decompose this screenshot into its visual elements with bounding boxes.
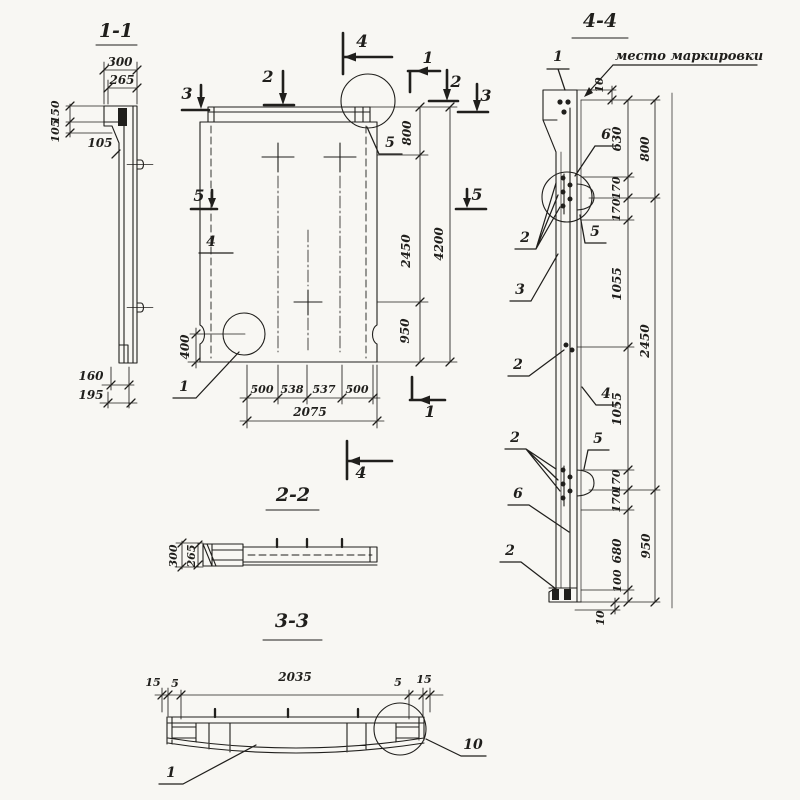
side-lug — [137, 160, 144, 312]
anchor-peg — [277, 539, 342, 547]
dim-950: 950 — [639, 533, 653, 559]
dim-265: 265 — [109, 73, 135, 87]
section-title: 1-1 — [98, 20, 134, 42]
dim-2075: 2075 — [293, 405, 327, 419]
cut-mark-2-topright: 2 — [450, 72, 462, 91]
item-label-5: 5 — [385, 135, 395, 151]
dim-5-right: 5 — [394, 676, 402, 689]
dim-10-top: 10 — [593, 77, 606, 93]
item-label-10: 10 — [463, 737, 483, 753]
item-label-3: 3 — [515, 282, 525, 298]
dim-300: 300 — [107, 55, 133, 69]
item-label-2-b: 2 — [513, 357, 523, 373]
dim-150: 150 — [49, 100, 62, 124]
item-label-1: 1 — [166, 765, 176, 781]
dim-2035: 2035 — [278, 670, 312, 684]
dim-300: 300 — [167, 544, 180, 568]
dim-537: 537 — [312, 383, 336, 396]
item-label-2-c: 2 — [510, 430, 520, 446]
dim-500: 500 — [250, 383, 274, 396]
dim-170-c: 170 — [610, 469, 623, 493]
cut-mark-2-topleft: 2 — [262, 67, 274, 86]
dim-2450: 2450 — [638, 324, 652, 358]
item-label-5-b: 5 — [593, 431, 603, 447]
item-label-2-a: 2 — [520, 230, 530, 246]
section-title: 2-2 — [275, 484, 311, 506]
dim-15-left: 15 — [145, 676, 161, 689]
dim-2450: 2450 — [399, 234, 413, 268]
dim-400: 400 — [178, 334, 192, 360]
dim-1055-a: 1055 — [610, 267, 624, 301]
cut-mark-3-topleft: 3 — [181, 84, 193, 103]
dim-630: 630 — [610, 126, 624, 152]
dim-105-step: 105 — [87, 136, 113, 150]
view-section-4-4 — [500, 10, 763, 626]
item-label-2-d: 2 — [505, 543, 515, 559]
item-label-5-a: 5 — [590, 224, 600, 240]
panel-right-edge — [373, 122, 378, 362]
dim-538: 538 — [280, 383, 304, 396]
dim-195: 195 — [78, 388, 104, 402]
detail-circle-top — [341, 74, 395, 128]
dim-170-d: 170 — [610, 489, 623, 513]
anchor-peg — [215, 709, 358, 717]
embed-plate — [118, 108, 127, 126]
dim-265: 265 — [185, 544, 198, 568]
view-section-2-2 — [167, 484, 377, 571]
cut-mark-3-topright: 3 — [480, 86, 492, 105]
dim-160: 160 — [78, 369, 104, 383]
cut-mark-4-bottom: 4 — [355, 463, 367, 482]
panel-left-edge — [200, 122, 205, 362]
dim-100: 100 — [611, 569, 624, 593]
detail-circle-right — [374, 703, 426, 755]
dim-1055-b: 1055 — [610, 392, 624, 426]
section-title: 3-3 — [274, 610, 310, 632]
cut-mark-5-left: 5 — [193, 186, 205, 205]
item-label-6-top: 6 — [601, 127, 611, 143]
cut-mark-4-top: 4 — [356, 32, 368, 52]
cut-mark-1-bottomright: 1 — [424, 402, 436, 421]
dim-105: 105 — [49, 119, 62, 143]
dim-5-left: 5 — [171, 677, 179, 690]
item-label-1: 1 — [553, 49, 563, 65]
dim-680: 680 — [610, 538, 624, 564]
view-section-3-3 — [145, 610, 486, 784]
dim-4200: 4200 — [432, 227, 446, 261]
cut-mark-5-right: 5 — [471, 185, 483, 204]
marking-note: место маркировки — [615, 49, 764, 64]
cut-mark-1-topright: 1 — [422, 48, 434, 67]
dim-15-right: 15 — [416, 673, 432, 686]
item-label-1: 1 — [179, 379, 189, 395]
dim-170-a: 170 — [610, 176, 623, 200]
dim-950: 950 — [398, 318, 412, 344]
item-label-4: 4 — [601, 386, 611, 402]
view-section-1-1 — [49, 20, 153, 408]
dim-800: 800 — [400, 120, 414, 146]
lift-point-cross — [262, 143, 356, 315]
dim-500b: 500 — [345, 383, 369, 396]
item-label-4: 4 — [206, 234, 216, 250]
dim-800: 800 — [638, 136, 652, 162]
section-title: 4-4 — [582, 10, 618, 32]
item-label-6-b: 6 — [513, 486, 523, 502]
lifting-loop-bottom — [577, 470, 594, 496]
dim-170-b: 170 — [610, 198, 623, 222]
view-plan — [173, 32, 492, 482]
dim-10-bottom: 10 — [594, 610, 607, 626]
